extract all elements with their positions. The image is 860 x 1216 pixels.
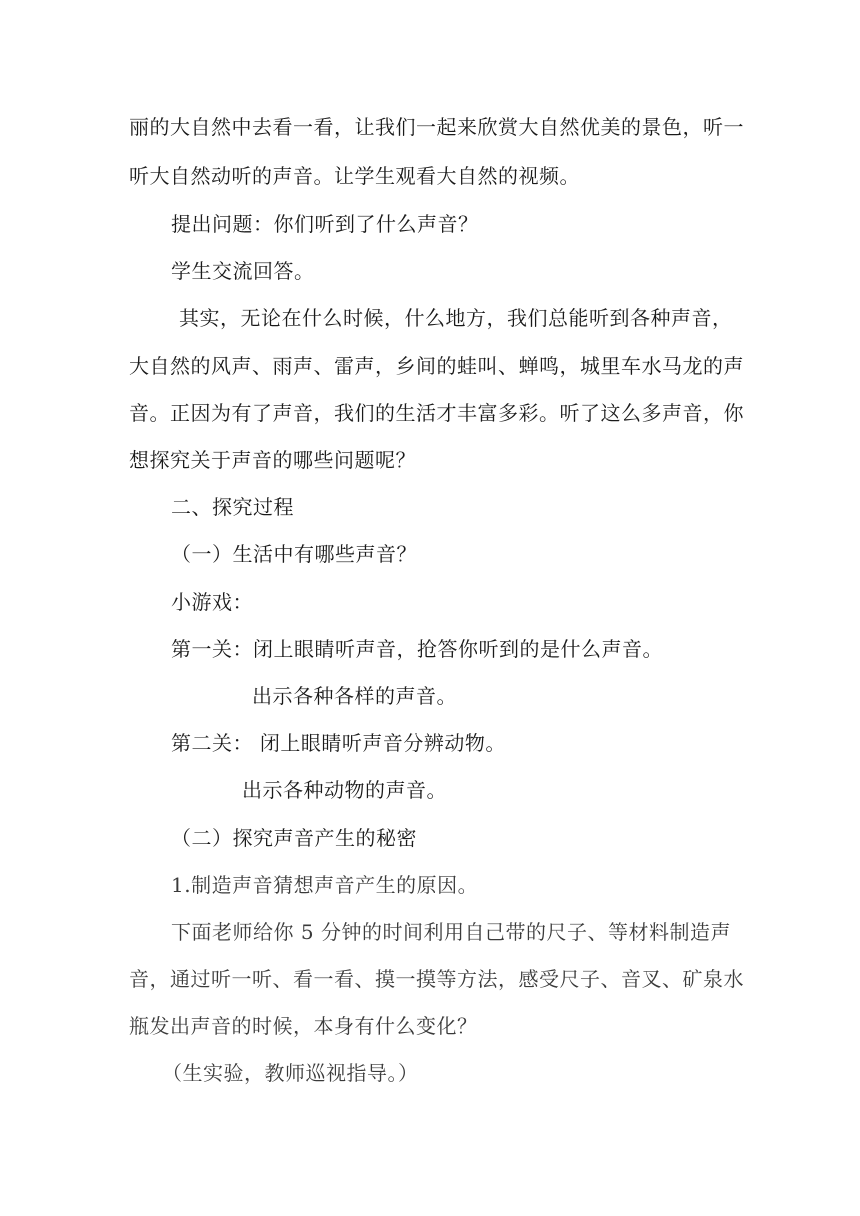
paragraph-line: 音。正因为有了声音，我们的生活才丰富多彩。听了这么多声音，你 <box>129 401 744 425</box>
section-heading: 二、探究过程 <box>171 495 294 519</box>
paragraph-line: 第一关：闭上眼睛听声音，抢答你听到的是什么声音。 <box>171 637 663 661</box>
paragraph-line: 学生交流回答。 <box>171 259 315 283</box>
paragraph-line: 瓶发出声音的时候，本身有什么变化？ <box>129 1014 478 1038</box>
paragraph-line: 其实，无论在什么时候，什么地方，我们总能听到各种声音， <box>179 306 733 330</box>
paragraph-line: 第二关： 闭上眼睛听声音分辨动物。 <box>171 731 506 755</box>
paragraph-line: 提出问题：你们听到了什么声音？ <box>171 212 479 236</box>
paragraph-line: 出示各种动物的声音。 <box>242 778 447 802</box>
paragraph-line: 音，通过听一听、看一看、摸一摸等方法，感受尺子、音叉、矿泉水 <box>129 967 744 991</box>
paragraph-line: 下面老师给你 5 分钟的时间利用自己带的尺子、等材料制造声 <box>171 920 731 944</box>
paragraph-line: 想探究关于声音的哪些问题呢？ <box>129 448 416 472</box>
paragraph-line: 丽的大自然中去看一看，让我们一起来欣赏大自然优美的景色，听一 <box>129 115 744 139</box>
subsection-heading: （一）生活中有哪些声音？ <box>171 542 417 566</box>
paragraph-line: 大自然的风声、雨声、雷声，乡间的蛙叫、蝉鸣，城里车水马龙的声 <box>129 354 744 378</box>
subsection-heading: （二）探究声音产生的秘密 <box>171 826 417 850</box>
paragraph-line: 小游戏： <box>171 590 253 614</box>
paragraph-line: 1.制造声音猜想声音产生的原因。 <box>171 873 479 897</box>
paragraph-line: 出示各种各样的声音。 <box>252 684 457 708</box>
paragraph-line: （生实验，教师巡视指导。） <box>162 1061 419 1085</box>
paragraph-line: 听大自然动听的声音。让学生观看大自然的视频。 <box>129 164 580 188</box>
